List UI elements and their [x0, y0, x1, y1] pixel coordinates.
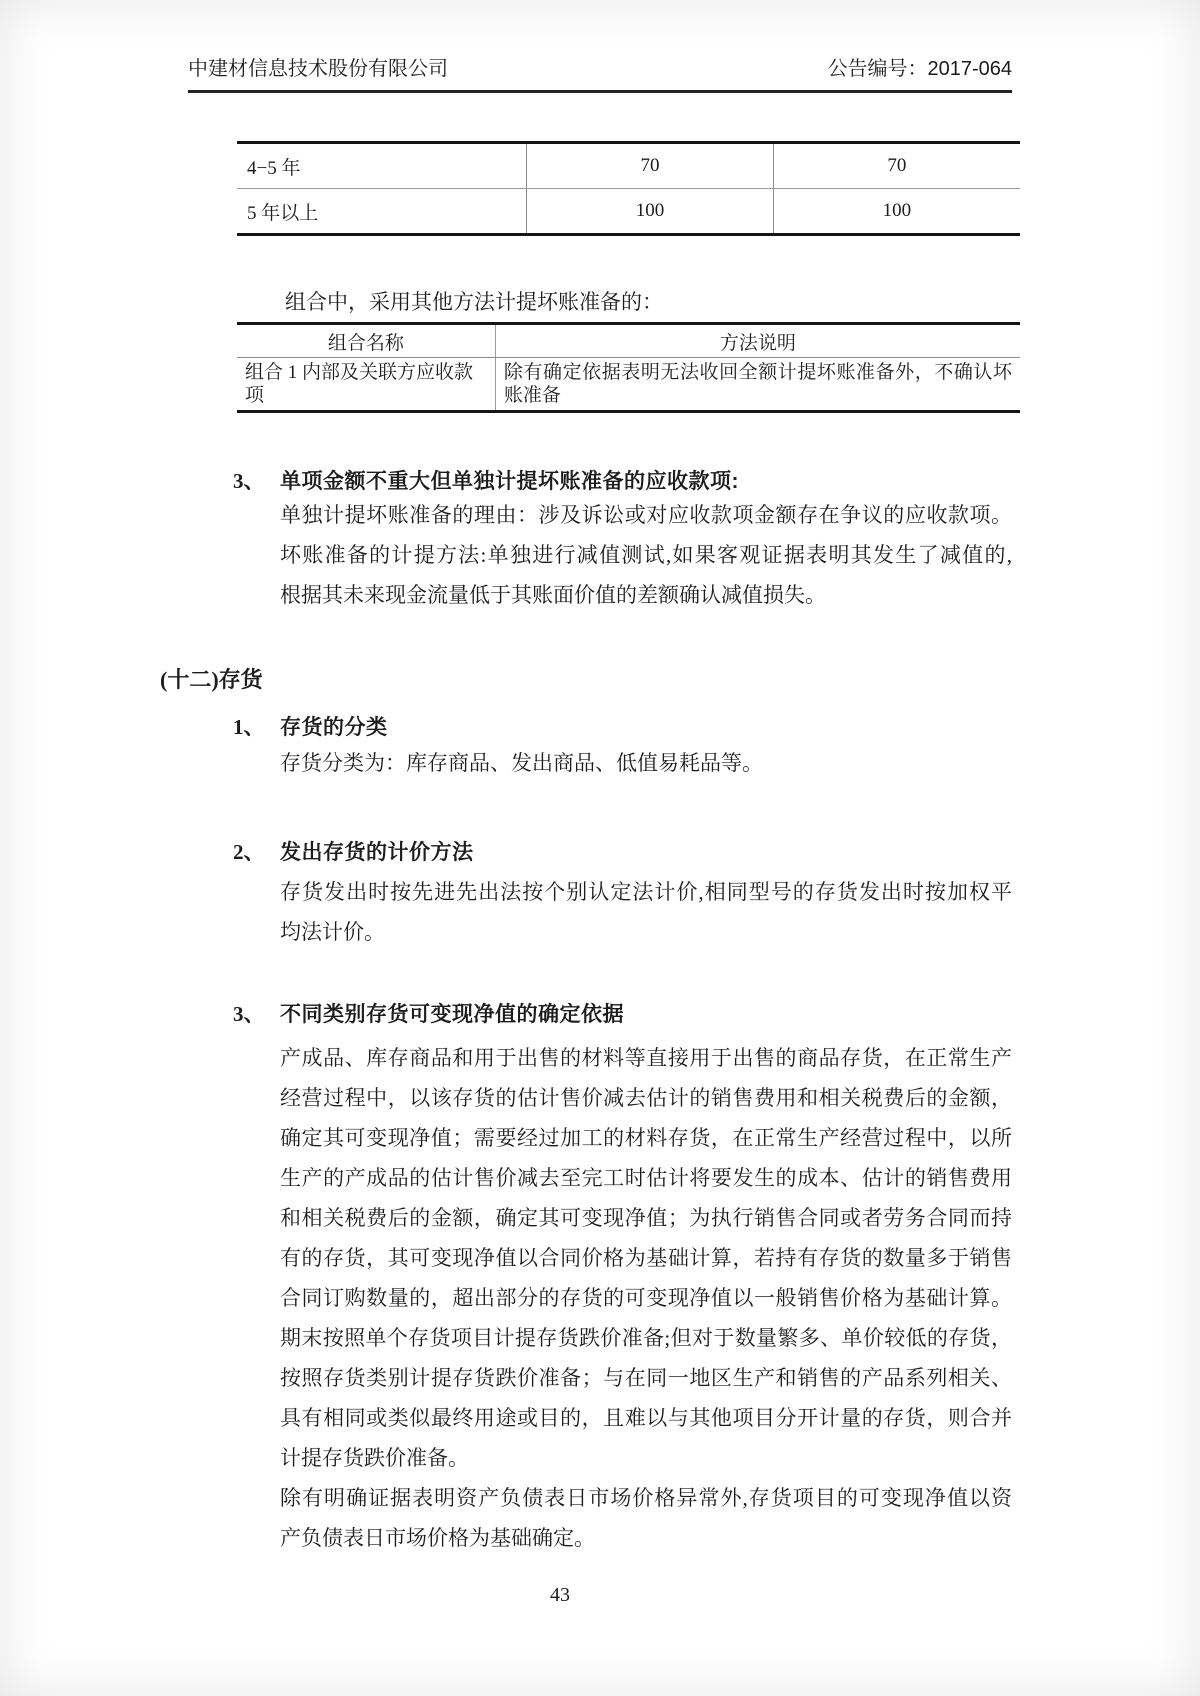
section-heading: [233, 465, 1200, 495]
table-row: [237, 189, 1020, 235]
section-number: (十二): [160, 667, 219, 692]
body-line: 生产的产成品的估计售价减去至完工时估计将要发生的成本、估计的销售费用: [280, 1166, 1012, 1190]
aging-label: 5 年以上: [247, 202, 319, 224]
body-line: 产负债表日市场价格为基础确定。: [280, 1526, 595, 1550]
column-header: 组合名称: [237, 324, 495, 358]
body-line: 存货发出时按先进先出法按个别认定法计价,相同型号的存货发出时按加权平: [280, 880, 1012, 904]
body-line: 根据其未来现金流量低于其账面价值的差额确认减值损失。: [280, 583, 826, 607]
aging-value: 70: [773, 143, 1020, 189]
item-title: 不同类别存货可变现净值的确定依据: [280, 1003, 624, 1026]
body-line: 均法计价。: [280, 920, 385, 944]
body-line: 期末按照单个存货项目计提存货跌价准备;但对于数量繁多、单价较低的存货，: [280, 1326, 1012, 1350]
section-title: 单项金额不重大但单独计提坏账准备的应收款项:: [280, 470, 739, 493]
portfolio-table: [237, 322, 1020, 413]
page-header: [188, 52, 1012, 93]
table-header-row: [237, 324, 1020, 358]
body-line: 确定其可变现净值；需要经过加工的材料存货，在正常生产经营过程中，以所: [280, 1126, 1012, 1150]
section-3: [0, 465, 1200, 615]
column-header: 方法说明: [495, 324, 1020, 358]
body-line: 产成品、库存商品和用于出售的材料等直接用于出售的商品存货，在正常生产: [280, 1046, 1012, 1070]
body-line: 具有相同或类似最终用途或目的，且难以与其他项目分开计量的存货，则合并: [280, 1406, 1012, 1430]
body-line: 经营过程中，以该存货的估计售价减去估计的销售费用和相关税费后的金额，: [280, 1086, 1012, 1110]
aging-value: 70: [527, 143, 774, 189]
section-12-heading: [160, 663, 1200, 694]
item-title: 存货的分类: [280, 716, 388, 739]
section-title: 存货: [218, 667, 263, 692]
section-body: [280, 495, 1012, 615]
company-name: 中建材信息技术股份有限公司: [188, 58, 448, 80]
portfolio-method: 除有确定依据表明无法收回全额计提坏账准备外，不确认坏账准备: [495, 358, 1020, 412]
aging-value: 100: [773, 189, 1020, 235]
table-row: [237, 143, 1020, 189]
aging-label: 4−5 年: [237, 143, 527, 189]
body-line: 按照存货类别计提存货跌价准备；与在同一地区生产和销售的产品系列相关、: [280, 1366, 1012, 1390]
section-number: 3、: [233, 469, 265, 493]
body-line: 有的存货，其可变现净值以合同价格为基础计算，若持有存货的数量多于销售: [280, 1246, 1012, 1270]
item-number: 2、: [233, 840, 265, 864]
notice-number: 公告编号：2017-064: [827, 58, 1012, 80]
body-line: 合同订购数量的，超出部分的存货的可变现净值以一般销售价格为基础计算。: [280, 1286, 1012, 1310]
body-line: 坏账准备的计提方法:单独进行减值测试,如果客观证据表明其发生了减值的,: [280, 543, 1012, 567]
item-number: 3、: [233, 1002, 265, 1026]
body-line: 和相关税费后的金额，确定其可变现净值；为执行销售合同或者劳务合同而持: [280, 1206, 1012, 1230]
aging-table: [237, 141, 1020, 236]
aging-value: 100: [527, 189, 774, 235]
item-1-heading: [233, 711, 1200, 741]
page-number: 43: [550, 1584, 570, 1606]
body-line: 单独计提坏账准备的理由：涉及诉讼或对应收款项金额存在争议的应收款项。: [280, 503, 1012, 527]
item-1-body: [280, 743, 1012, 783]
item-3-body: [280, 1038, 1012, 1558]
portfolio-name: 组合 1 内部及关联方应收款项: [245, 362, 474, 406]
item-number: 1、: [233, 715, 265, 739]
table-row: [237, 358, 1020, 412]
item-2-heading: [233, 836, 1200, 866]
body-line: 存货分类为：库存商品、发出商品、低值易耗品等。: [280, 751, 763, 775]
portfolio-intro: 组合中，采用其他方法计提坏账准备的：: [285, 290, 663, 314]
body-line: 除有明确证据表明资产负债表日市场价格异常外,存货项目的可变现净值以资: [280, 1486, 1012, 1510]
body-line: 计提存货跌价准备。: [280, 1446, 469, 1470]
item-3-heading: [233, 998, 1200, 1028]
item-2-body: [280, 872, 1012, 952]
item-title: 发出存货的计价方法: [280, 841, 474, 864]
